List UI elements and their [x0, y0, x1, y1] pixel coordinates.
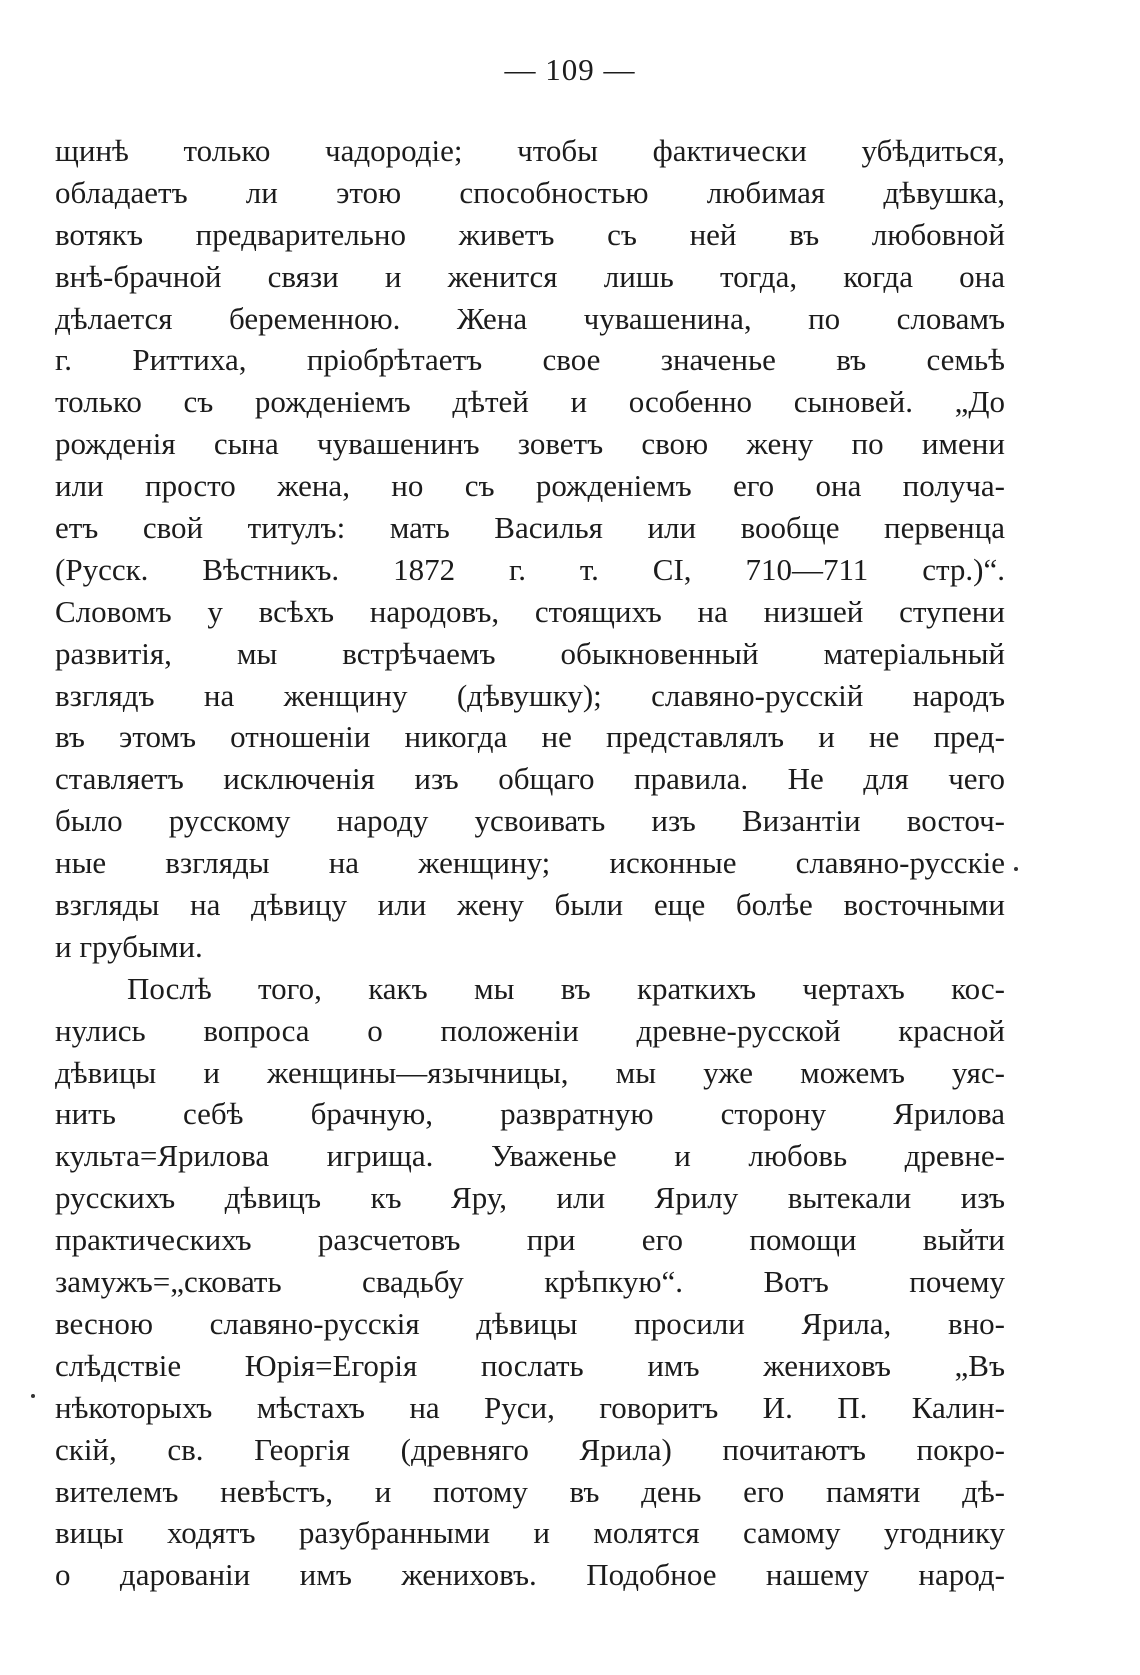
text-line: слѣдствіе Юрія=Егорія послать имъ жениховъ „Въ [55, 1347, 1005, 1383]
text-line: скій, св. Георгія (древняго Ярила) почитаютъ покро- [55, 1431, 1005, 1467]
text-line: культа=Ярилова игрища. Уваженье и любовь древне- [55, 1138, 1005, 1174]
text-line: замужъ=„сковать свадьбу крѣпкую“. Вотъ почему [55, 1264, 1005, 1300]
text-line: въ этомъ отношеніи никогда не представлялъ и не пред- [55, 719, 1005, 755]
text-line: внѣ-брачной связи и женится лишь тогда, когда она [55, 258, 1005, 294]
text-line: о дарованіи имъ жениховъ. Подобное нашему народ- [55, 1557, 1005, 1593]
text-line: русскихъ дѣвицъ къ Яру, или Ярилу вытекали изъ [55, 1180, 1005, 1216]
scan-speck [1014, 867, 1018, 871]
text-line: обладаетъ ли этою способностью любимая дѣвушка, [55, 174, 1005, 210]
scan-speck [31, 1394, 35, 1398]
text-line: вицы ходятъ разубранными и молятся самому угоднику [55, 1515, 1005, 1551]
text-line: (Русск. Вѣстникъ. 1872 г. т. CI, 710—711 стр.)“. [55, 551, 1005, 587]
text-line: развитія, мы встрѣчаемъ обыкновенный матеріальный [55, 635, 1005, 671]
text-line: вителемъ невѣстъ, и потому въ день его памяти дѣ- [55, 1473, 1005, 1509]
text-line: взгляды на дѣвицу или жену были еще болѣе восточными [55, 887, 1005, 923]
text-line-paragraph-start: Послѣ того, какъ мы въ краткихъ чертахъ кос- [127, 970, 1005, 1006]
text-line: ставляетъ исключенія изъ общаго правила. Не для чего [55, 761, 1005, 797]
text-line: вотякъ предварительно живетъ съ ней въ любовной [55, 216, 1005, 252]
text-line: рожденія сына чувашенинъ зоветъ свою жену по имени [55, 426, 1005, 462]
text-line: нить себѣ брачную, развратную сторону Ярилова [55, 1096, 1005, 1132]
text-line: дѣвицы и женщины—язычницы, мы уже можемъ уяс- [55, 1054, 1005, 1090]
text-line: ные взгляды на женщину; исконные славяно-русскіе [55, 845, 1005, 881]
text-line: было русскому народу усвоивать изъ Византіи восточ- [55, 803, 1005, 839]
text-line: етъ свой титулъ: мать Василья или вообще первенца [55, 510, 1005, 546]
text-line-paragraph-end: и грубыми. [55, 928, 203, 964]
text-line: практическихъ разсчетовъ при его помощи выйти [55, 1222, 1005, 1258]
text-line: нулись вопроса о положеніи древне-русской красной [55, 1012, 1005, 1048]
text-line: нѣкоторыхъ мѣстахъ на Руси, говоритъ И. П. Калин- [55, 1389, 1005, 1425]
text-line: или просто жена, но съ рожденіемъ его она получа- [55, 468, 1005, 504]
text-line: весною славяно-русскія дѣвицы просили Ярила, вно- [55, 1305, 1005, 1341]
text-line: Словомъ у всѣхъ народовъ, стоящихъ на низшей ступени [55, 593, 1005, 629]
body-text [55, 130, 1005, 1596]
page-number: — 109 — [504, 52, 636, 87]
text-line: дѣлается беременною. Жена чувашенина, по словамъ [55, 300, 1005, 336]
text-line: г. Риттиха, пріобрѣтаетъ свое значенье въ семьѣ [55, 342, 1005, 378]
text-line: только съ рожденіемъ дѣтей и особенно сыновей. „До [55, 384, 1005, 420]
text-line: щинѣ только чадородіе; чтобы фактически убѣдиться, [55, 133, 1005, 168]
text-line: взглядъ на женщину (дѣвушку); славяно-русскій народъ [55, 677, 1005, 713]
